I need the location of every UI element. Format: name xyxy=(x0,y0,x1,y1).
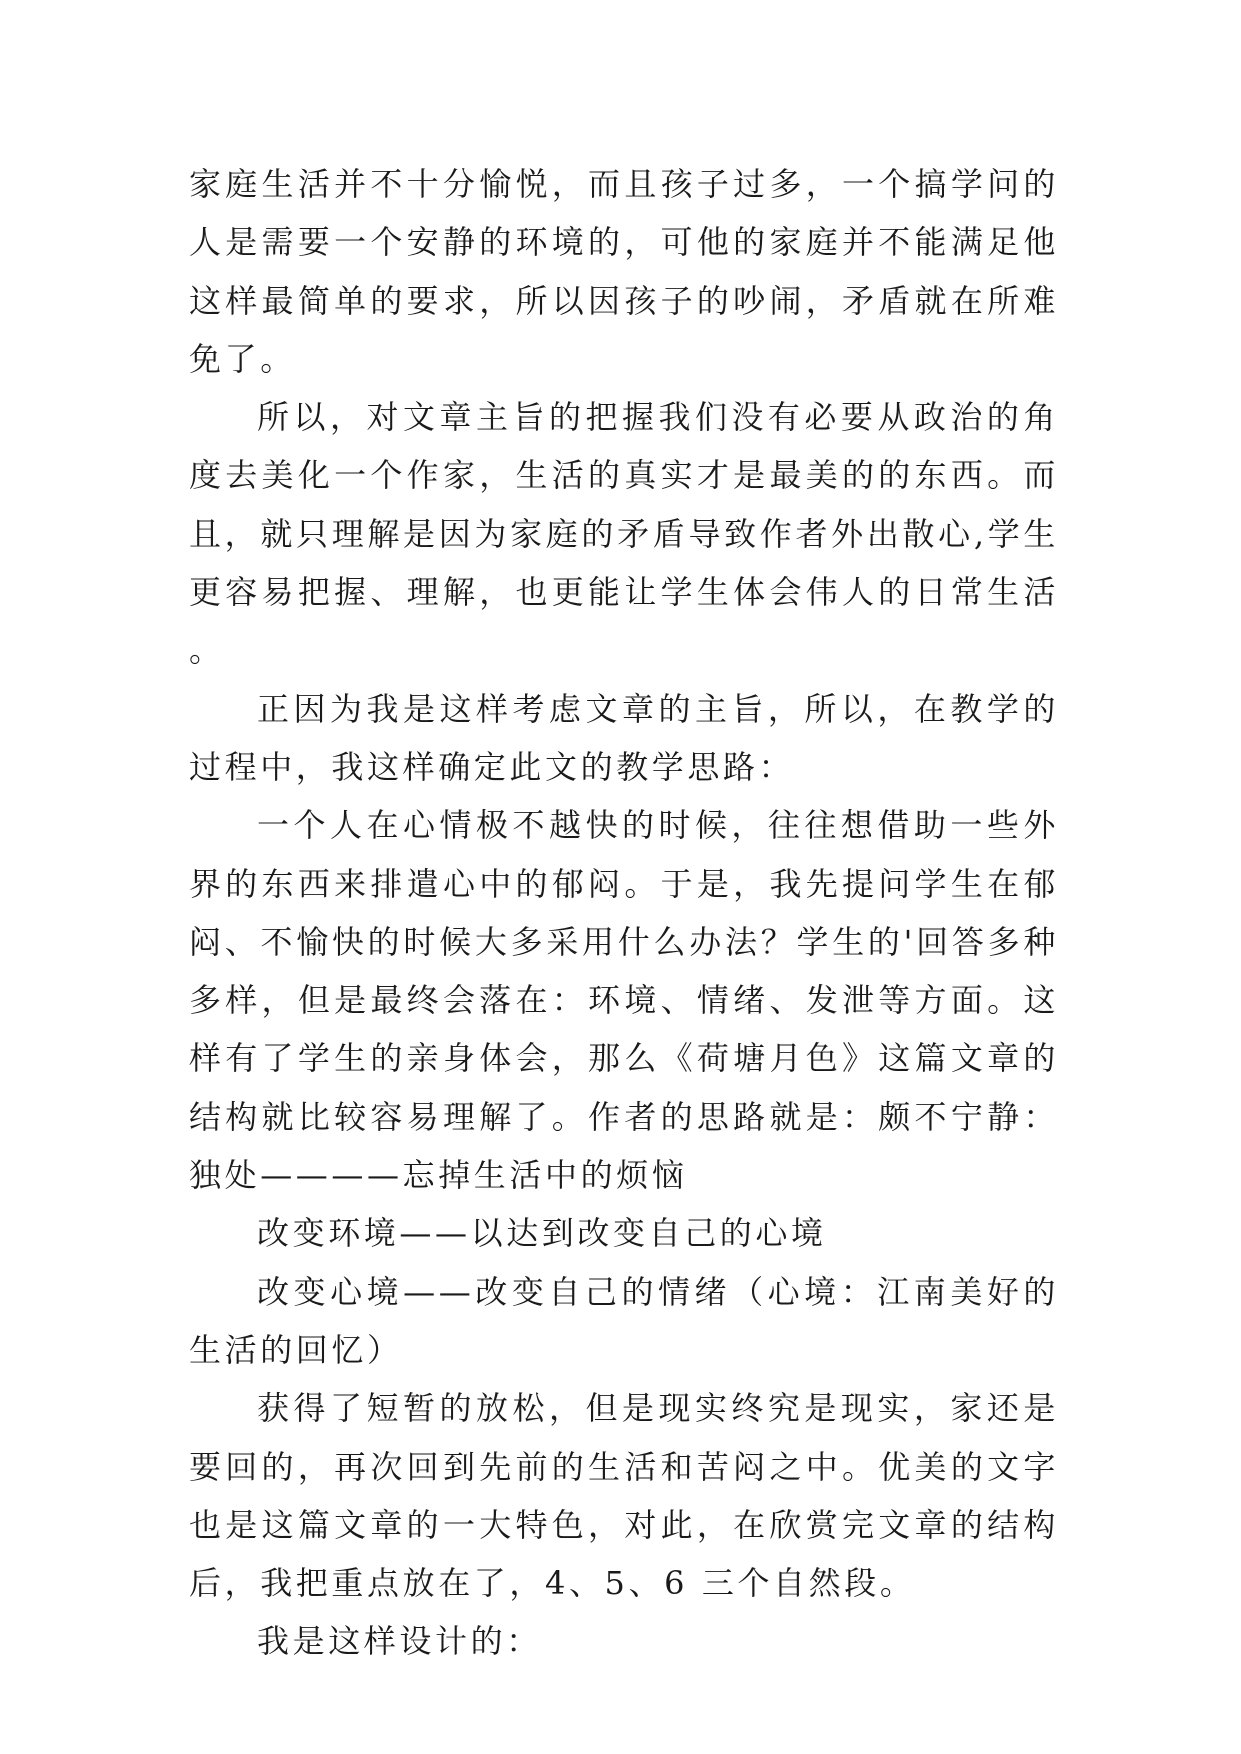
document-body xyxy=(189,155,1059,1671)
paragraph-6: 改变心境——改变自己的情绪（心境：江南美好的生活的回忆） xyxy=(189,1272,1059,1369)
paragraph-3: 正因为我是这样考虑文章的主旨，所以，在教学的过程中，我这样确定此文的教学思路： xyxy=(189,689,1059,786)
paragraph-8: 我是这样设计的： xyxy=(257,1622,542,1661)
paragraph-5: 改变环境——以达到改变自己的心境 xyxy=(257,1214,827,1253)
paragraph-2: 所以，对文章主旨的把握我们没有必要从政治的角度去美化一个作家，生活的真实才是最美的的东西。而且，就只理解是因为家庭的矛盾导致作者外出散心,学生更容易把握、理解，也更能让学生体会伟人的日常生活。 xyxy=(189,398,1059,670)
paragraph-1: 家庭生活并不十分愉悦，而且孩子过多，一个搞学问的人是需要一个安静的环境的，可他的家庭并不能满足他这样最简单的要求，所以因孩子的吵闹，矛盾就在所难免了。 xyxy=(189,165,1059,378)
paragraph-7: 获得了短暂的放松，但是现实终究是现实，家还是要回的，再次回到先前的生活和苦闷之中。优美的文字也是这篇文章的一大特色，对此，在欣赏完文章的结构后，我把重点放在了，4、5、6 三个自然段。 xyxy=(189,1389,1059,1603)
paragraph-4: 一个人在心情极不越快的时候，往往想借助一些外界的东西来排遣心中的郁闷。于是，我先提问学生在郁闷、不愉快的时候大多采用什么办法？学生的'回答多种多样，但是最终会落在：环境、情绪、发泄等方面。这样有了学生的亲身体会，那么《荷塘月色》这篇文章的结构就比较容易理解了。作者的思路就是：颇不宁静：独处————忘掉生活中的烦恼 xyxy=(189,806,1059,1195)
